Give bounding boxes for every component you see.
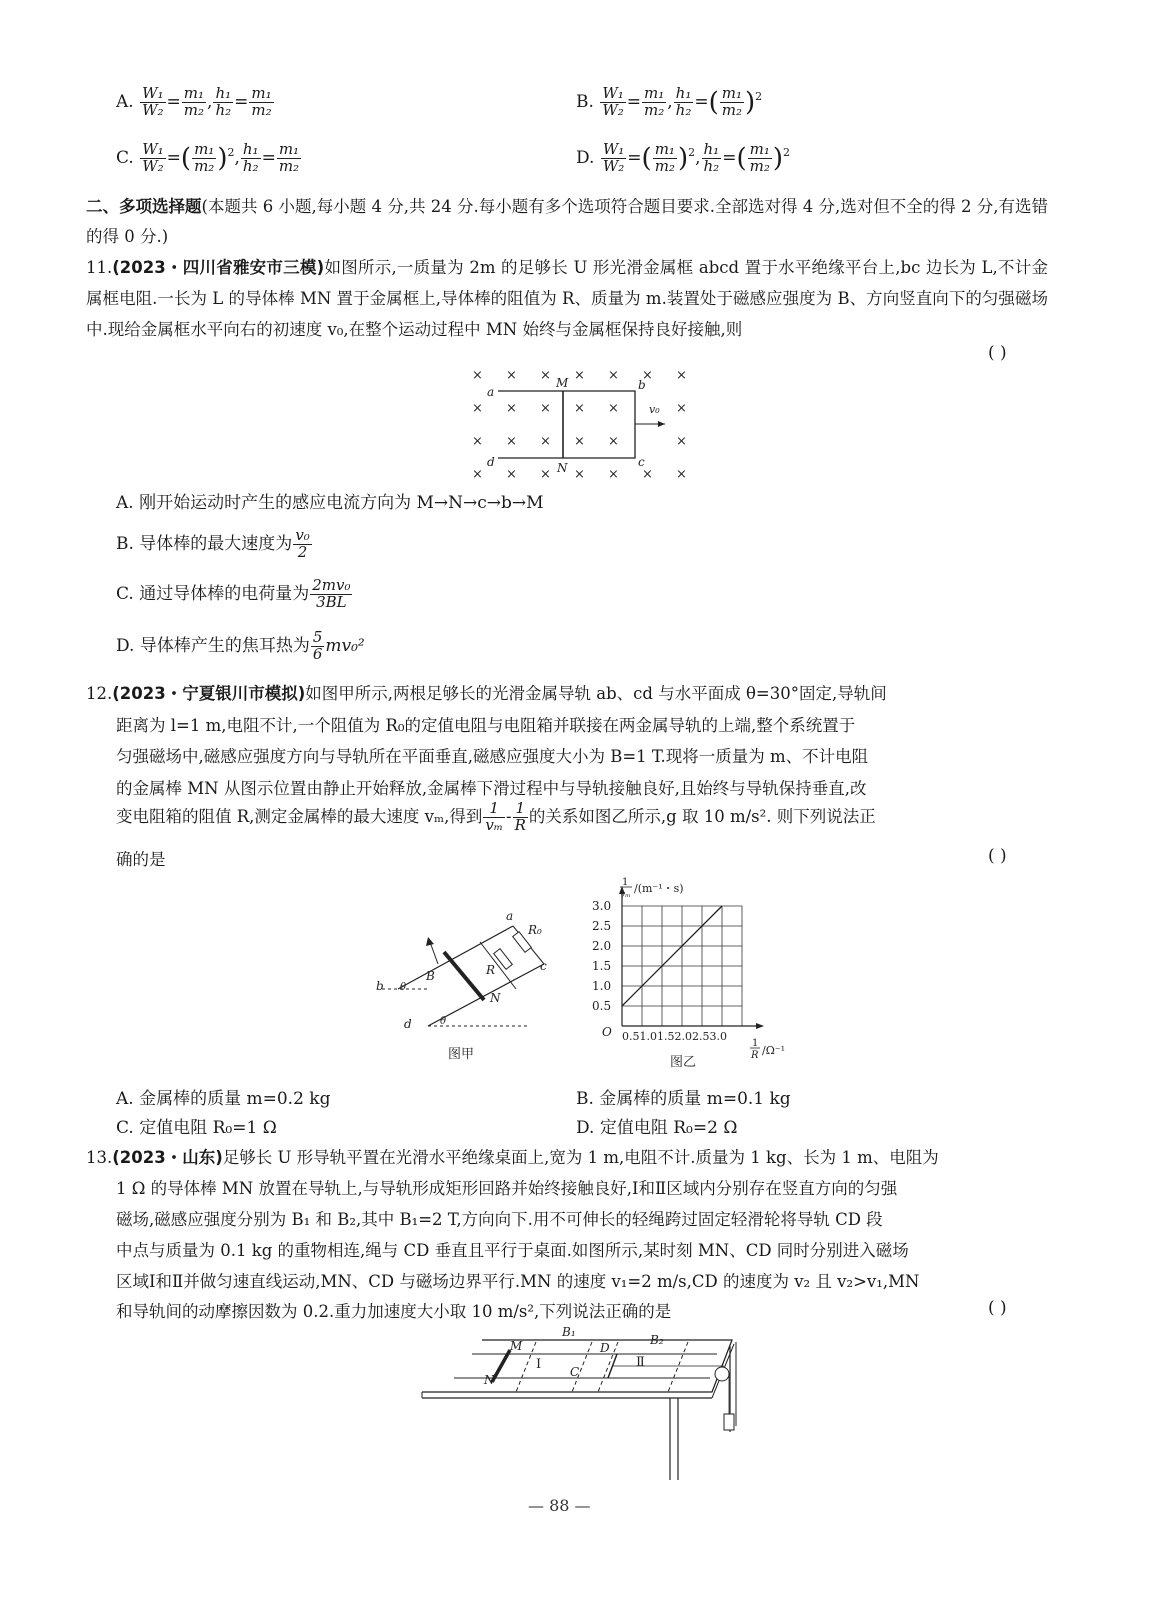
fraction: $\frac{\text{h₁}}{\text{h₂}}$ [703, 140, 720, 175]
magnetic-field-crosses [472, 368, 687, 482]
fraction: $\frac{\text{h₁}}{\text{h₂}}$ [215, 84, 232, 119]
svg-text:×: × [676, 368, 687, 383]
q12-answer-bracket: ( ) [988, 846, 1007, 866]
chart-grid [622, 906, 742, 1026]
q10-option-c: C. $\frac{\text{W₁}}{\text{W₂}}$ =( $\frac{\text{m₁}}{\text{m₂}}$ )$^2$, $\frac{\text{h₁}}{\text{h₂}}$ = $\frac{\text{m₁}}{\text{m₂}}$ [116, 140, 300, 175]
svg-text:×: × [608, 434, 619, 449]
fraction: $\frac{\text{m₁}}{\text{m₂}}$ [721, 84, 742, 119]
svg-text:×: × [642, 467, 653, 482]
svg-text:×: × [506, 401, 517, 416]
svg-text:C: C [570, 1365, 580, 1379]
rail-ab [398, 926, 513, 989]
svg-text:×: × [574, 368, 585, 383]
svg-text:×: × [472, 368, 483, 383]
svg-text:b: b [376, 979, 384, 993]
q12-option-b: B. 金属棒的质量 m=0.1 kg [576, 1089, 791, 1109]
y-axis-label-numerator: 1 [622, 877, 629, 888]
svg-text:×: × [608, 368, 619, 383]
q12-line5: 变电阻箱的阻值 R,测定金属棒的最大速度 vₘ,得到 $\frac{1}{\text{vₘ}}$ - $\frac{1}{R}$ 的关系如图乙所示,g 取 10 m/s². 则下列说法正 [116, 799, 876, 834]
svg-text:R₀: R₀ [528, 923, 542, 937]
svg-text:b: b [638, 378, 646, 392]
fraction: $\frac{\text{m₁}}{\text{m₂}}$ [278, 140, 300, 175]
x-axis-label-denominator: R [751, 1050, 759, 1061]
data-line [622, 906, 722, 1006]
svg-text:R: R [486, 963, 496, 977]
q13-line5: 区域Ⅰ和Ⅱ并做匀速直线运动,MN、CD 与磁场边界平行.MN 的速度 v₁=2 m/s,CD 的速度为 v₂ 且 v₂>v₁,MN [116, 1272, 920, 1291]
resistor-r [494, 949, 513, 970]
fraction: $\frac{\text{m₁}}{\text{m₂}}$ [194, 140, 215, 175]
svg-text:M: M [556, 376, 569, 390]
field-arrow [430, 942, 438, 964]
fraction: $\frac{\text{m₁}}{\text{m₂}}$ [644, 84, 665, 119]
fraction: $\frac{\text{W₁}}{\text{W₂}}$ [602, 84, 624, 119]
svg-text:a: a [487, 385, 495, 399]
svg-text:×: × [676, 434, 687, 449]
q12-line4: 的金属棒 MN 从图示位置由静止开始释放,金属棒下滑过程中与导轨接触良好,且始终与导轨保持垂直,改 [116, 779, 867, 798]
svg-text:×: × [676, 467, 687, 482]
fraction: $\frac{\text{h₁}}{\text{h₂}}$ [242, 140, 259, 175]
q11-option-a: A. 刚开始运动时产生的感应电流方向为 M→N→c→b→M [116, 493, 544, 513]
svg-text:B: B [426, 969, 435, 983]
q13-line6: 和导轨间的动摩擦因数为 0.2.重力加速度大小取 10 m/s²,下列说法正确的是 [116, 1302, 672, 1321]
q12-figure-yi [580, 876, 800, 1072]
q13-answer-bracket: ( ) [988, 1298, 1007, 1318]
svg-text:×: × [540, 434, 551, 449]
fraction: $\frac{5}{6}$ [312, 628, 323, 663]
svg-text:d: d [487, 455, 495, 469]
svg-text:a: a [506, 909, 514, 923]
svg-text:v₀: v₀ [649, 403, 660, 416]
fraction: $\frac{\text{v₀}}{2}$ [295, 526, 310, 561]
section-heading: 二、多项选择题(本题共 6 小题,每小题 4 分,共 24 分.每小题有多个选项符合题目要求.全部选对得 4 分,选对但不全的得 2 分,有选错的得 0 分.) [86, 197, 1049, 246]
svg-text:×: × [574, 467, 585, 482]
fraction: $\frac{\text{W₁}}{\text{W₂}}$ [142, 140, 164, 175]
svg-text:×: × [608, 467, 619, 482]
y-tick-label: 2.0 [592, 939, 612, 953]
q13-line4: 中点与质量为 0.1 kg 的重物相连,绳与 CD 垂直且平行于桌面.如图所示,某时刻 MN、CD 同时分别进入磁场 [116, 1241, 909, 1260]
q12-figure-jia [368, 904, 568, 1064]
y-axis-label-unit: /(m⁻¹・s) [634, 882, 684, 895]
q11-option-c: C. 通过导体棒的电荷量为 $\frac{\text{2mv₀}}{3BL}$ [116, 576, 351, 611]
svg-text:Ⅰ: Ⅰ [536, 1357, 542, 1372]
pulley [715, 1367, 729, 1381]
svg-text:M: M [510, 1339, 523, 1353]
svg-text:×: × [506, 368, 517, 383]
fraction: $\frac{1}{\text{vₘ}}$ [485, 799, 504, 834]
q11-stem: 11.(2023・四川省雅安市三模)如图所示,一质量为 2m 的足够长 U 形光滑金属框 abcd 置于水平绝缘平台上,bc 边长为 L,不计金属框电阻.一长为 L 的导体棒 MN 置于金属框上,导体棒的阻值为 R、质量为 m.装置处于磁感应强度为 B、方向竖直向下的匀强磁场中.现给金属框水平向右的初速度 v₀,在整个运动过程中 MN 始终与金属框保持良好接触,则 [86, 258, 1048, 339]
svg-text:×: × [574, 434, 585, 449]
y-tick-label: 1.0 [592, 979, 612, 993]
svg-text:Ⅱ: Ⅱ [636, 1355, 645, 1370]
fraction: $\frac{\text{W₁}}{\text{W₂}}$ [142, 84, 164, 119]
q11-option-d: D. 导体棒产生的焦耳热为 $\frac{5}{6}$ mv₀² [116, 628, 365, 663]
metal-rod-mn [444, 952, 484, 1000]
q11-answer-bracket: ( ) [988, 343, 1007, 363]
figure-caption: 图甲 [448, 1047, 475, 1062]
q11-figure [462, 362, 702, 484]
x-axis-label-unit: /Ω⁻¹ [762, 1044, 786, 1057]
svg-text:N: N [484, 1373, 495, 1387]
svg-text:×: × [472, 467, 483, 482]
q12-option-d: D. 定值电阻 R₀=2 Ω [576, 1118, 738, 1138]
fraction: $\frac{\text{m₁}}{\text{m₂}}$ [251, 84, 272, 119]
svg-text:×: × [608, 401, 619, 416]
y-tick-label: 3.0 [592, 899, 612, 913]
x-axis-label-numerator: 1 [752, 1038, 759, 1049]
q13-line2: 1 Ω 的导体棒 MN 放置在导轨上,与导轨形成矩形回路并始终接触良好,Ⅰ和Ⅱ区域内分别存在竖直方向的匀强 [116, 1179, 898, 1198]
svg-text:×: × [642, 368, 653, 383]
q12-line1: 12.(2023・宁夏银川市模拟)如图甲所示,两根足够长的光滑金属导轨 ab、cd 与水平面成 θ=30°固定,导轨间 [86, 684, 887, 703]
fraction: $\frac{\text{h₁}}{\text{h₂}}$ [675, 84, 692, 119]
svg-text:N: N [557, 461, 568, 475]
svg-text:B₁: B₁ [562, 1325, 576, 1339]
q12-line3: 匀强磁场中,磁感应强度方向与导轨所在平面垂直,磁感应强度大小为 B=1 T.现将一质量为 m、不计电阻 [116, 747, 869, 766]
svg-text:N: N [490, 991, 501, 1005]
svg-text:D: D [600, 1341, 610, 1355]
svg-text:×: × [472, 401, 483, 416]
svg-text:×: × [506, 467, 517, 482]
svg-text:θ: θ [400, 982, 407, 993]
fraction: $\frac{\text{m₁}}{\text{m₂}}$ [654, 140, 675, 175]
fraction: $\frac{\text{m₁}}{\text{m₂}}$ [749, 140, 770, 175]
q10-option-a: A. $\frac{\text{W₁}}{\text{W₂}}$ = $\frac{\text{m₁}}{\text{m₂}}$ , $\frac{\text{h₁}}{\text{h₂}}$ = $\frac{\text{m₁}}{\text{m₂}}$ [116, 84, 272, 119]
y-tick-label: 1.5 [592, 959, 612, 973]
q10-option-d: D. $\frac{\text{W₁}}{\text{W₂}}$ =( $\frac{\text{m₁}}{\text{m₂}}$ )$^2$, $\frac{\text{h₁}}{\text{h₂}}$ =( $\frac{\text{m₁}}{\text{m₂}}$ )$^2$ [576, 140, 790, 175]
q12-option-c: C. 定值电阻 R₀=1 Ω [116, 1118, 277, 1138]
field-boundary [668, 1342, 688, 1392]
q12-line2: 距离为 l=1 m,电阻不计,一个阻值为 R₀的定值电阻与电阻箱并联接在两金属导轨的上端,整个系统置于 [116, 716, 856, 735]
svg-text:×: × [472, 434, 483, 449]
y-tick-label: 2.5 [592, 919, 612, 933]
svg-text:×: × [574, 401, 585, 416]
svg-text:×: × [506, 434, 517, 449]
origin-label: O [602, 1025, 612, 1039]
fraction: $\frac{1}{R}$ [514, 799, 526, 834]
figure-caption: 图乙 [670, 1055, 697, 1070]
y-tick-label: 0.5 [592, 999, 612, 1013]
svg-text:θ: θ [440, 1016, 447, 1027]
fraction: $\frac{\text{m₁}}{\text{m₂}}$ [183, 84, 205, 119]
q13-line3: 磁场,磁感应强度分别为 B₁ 和 B₂,其中 B₁=2 T,方向向下.用不可伸长的轻绳跨过固定轻滑轮将导轨 CD 段 [116, 1210, 883, 1229]
svg-text:×: × [676, 401, 687, 416]
q12-option-a: A. 金属棒的质量 m=0.2 kg [116, 1089, 331, 1109]
svg-text:×: × [540, 467, 551, 482]
page-number: — 88 — [528, 1496, 591, 1515]
conductor-rod-mn [492, 1350, 510, 1382]
fraction: $\frac{\text{W₁}}{\text{W₂}}$ [602, 140, 625, 175]
q11-option-b: B. 导体棒的最大速度为 $\frac{\text{v₀}}{2}$ [116, 526, 310, 561]
svg-text:B₂: B₂ [650, 1333, 664, 1347]
fraction: $\frac{\text{2mv₀}}{3BL}$ [312, 576, 351, 611]
svg-text:×: × [540, 401, 551, 416]
q12-line6: 确的是 [116, 850, 166, 869]
svg-text:c: c [638, 455, 645, 469]
x-tick-labels: 0.51.01.52.02.53.0 [622, 1030, 727, 1043]
q13-figure [412, 1322, 752, 1482]
weight [724, 1414, 734, 1430]
svg-text:×: × [540, 368, 551, 383]
q10-option-b: B. $\frac{\text{W₁}}{\text{W₂}}$ = $\frac{\text{m₁}}{\text{m₂}}$ , $\frac{\text{h₁}}{\text{h₂}}$ =( $\frac{\text{m₁}}{\text{m₂}}$ )$^2$ [576, 84, 763, 119]
svg-text:d: d [404, 1017, 412, 1031]
q13-line1: 13.(2023・山东)足够长 U 形导轨平置在光滑水平绝缘桌面上,宽为 1 m,电阻不计.质量为 1 kg、长为 1 m、电阻为 [86, 1148, 939, 1167]
svg-text:c: c [540, 959, 547, 973]
y-axis-label-denominator: vₘ [620, 890, 631, 900]
